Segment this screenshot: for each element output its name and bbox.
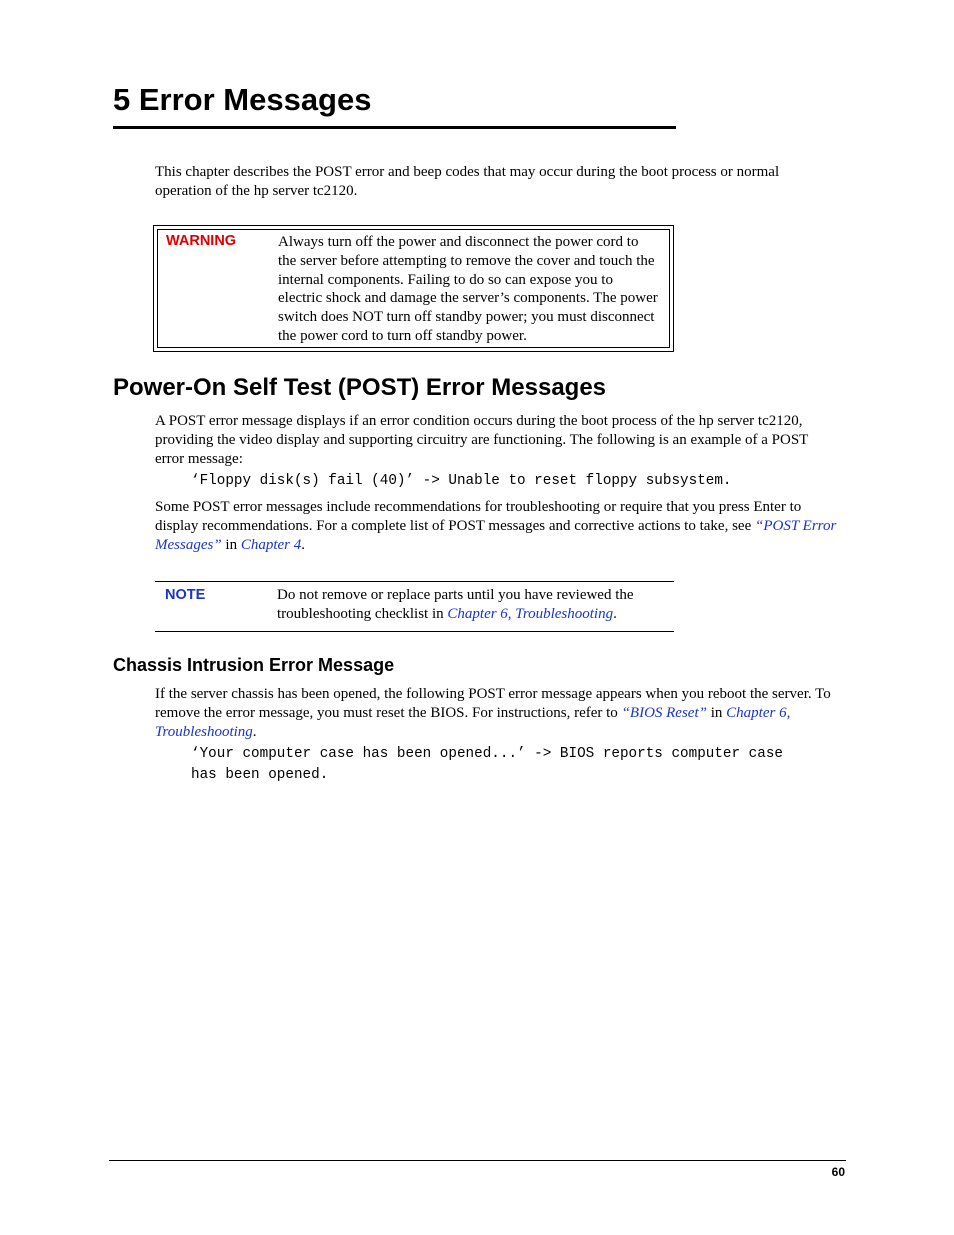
chassis-chapter-6-link[interactable]: Chapter 6, Troubleshooting [155,704,791,740]
post-error-messages-link[interactable]: “POST Error Messages” [155,517,837,553]
warning-box [153,225,674,352]
note-text-end: . [613,605,617,622]
warning-text: Always turn off the power and disconnect the power cord to the server before attempting to remove the cover and touch the internal components. Failing to do so can expose you to electric shock and damage the server’s components. The power switch does NOT turn off standby power; you must disconnect the power cord to turn off standby power. [278,234,658,344]
chassis-mid: in [706,704,727,721]
warning-inner-frame [157,229,670,348]
note-text [277,586,672,624]
post-code-example: ‘Floppy disk(s) fail (40)’ -> Unable to reset floppy subsystem. [191,473,732,489]
chassis-code-line-1: ‘Your computer case has been opened...’ -> BIOS reports computer case [191,746,783,762]
chassis-end: . [252,723,257,740]
chassis-code-line-2: has been opened. [191,767,329,783]
post-list-text: Some POST error messages include recommendations for troubleshooting or require that you press Enter to display recommendations. For a complete list of POST messages and corrective actions to take, see [155,499,802,534]
chapter-title-rule [113,126,676,129]
post-list-paragraph [155,498,840,554]
footer-rule [109,1160,846,1161]
chapter-6-troubleshooting-link[interactable]: Chapter 6, Troubleshooting [447,605,614,622]
post-intro-paragraph: A POST error message displays if an error condition occurs during the boot process of the hp server tc2120, providing the video display and supporting circuitry are functioning. The following is an example of a POST error message: [155,413,809,467]
note-text-start: Do not remove or replace parts until you have reviewed the troubleshooting checklist in [277,587,634,622]
intro-paragraph: This chapter describes the POST error and beep codes that may occur during the boot process or normal operation of the hp server tc2120. [155,164,780,199]
chassis-text: If the server chassis has been opened, the following POST error message appears when you reboot the server. To remove the error message, you must reset the BIOS. For instructions, refer to [155,686,831,721]
note-top-rule [155,581,674,582]
note-bottom-rule [155,631,674,632]
post-list-end: . [301,536,306,553]
warning-label: WARNING [166,233,237,249]
bios-reset-link[interactable]: “BIOS Reset” [621,704,707,721]
post-section-heading: Power-On Self Test (POST) Error Messages [113,374,607,401]
post-list-mid: in [221,536,241,553]
chapter-4-link[interactable]: Chapter 4 [240,536,302,553]
page-number: 60 [831,1165,845,1179]
chassis-paragraph [155,685,840,741]
chassis-section-heading: Chassis Intrusion Error Message [113,655,395,675]
note-label: NOTE [165,587,206,603]
chapter-title: 5 Error Messages [113,82,372,117]
